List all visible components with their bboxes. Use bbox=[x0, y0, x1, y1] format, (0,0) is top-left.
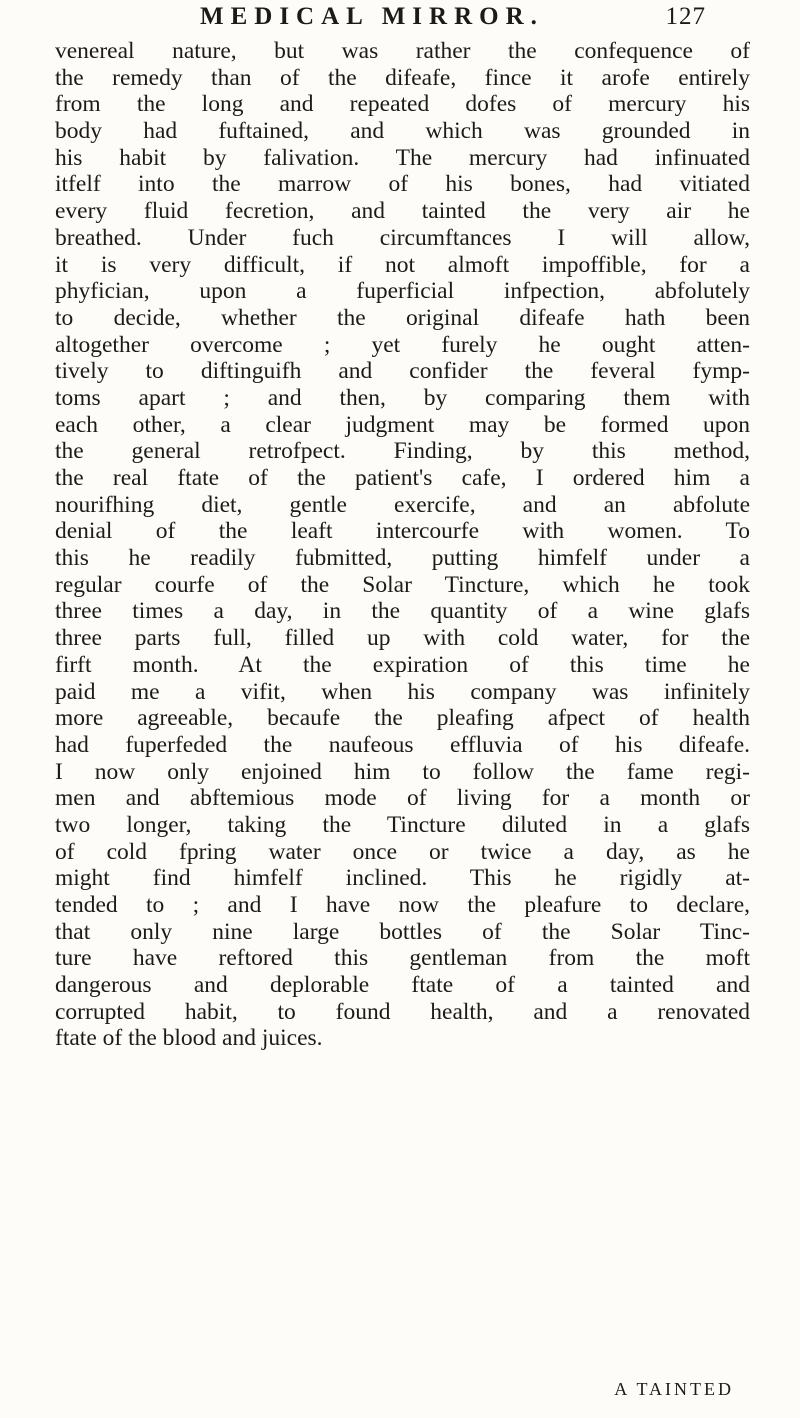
page-number: 127 bbox=[665, 3, 706, 30]
text-line: regular courfe of the Solar Tincture, which he took bbox=[55, 571, 750, 598]
text-line: his habit by falivation. The mercury had infinuated bbox=[55, 144, 750, 171]
text-line: ftate of the blood and juices. bbox=[55, 1025, 323, 1052]
text-line: might find himfelf inclined. This he rigidly at- bbox=[55, 865, 750, 892]
catchword: A TAINTED bbox=[614, 1379, 734, 1399]
text-line: men and abftemious mode of living for a month or bbox=[55, 785, 750, 812]
text-line: each other, a clear judgment may be formed upon bbox=[55, 411, 750, 438]
text-line: of cold fpring water once or twice a day, as he bbox=[55, 838, 750, 865]
text-line: that only nine large bottles of the Solar Tinc- bbox=[55, 918, 750, 945]
body-text bbox=[55, 38, 750, 1052]
text-line: phyfician, upon a fuperficial infpection, abfolutely bbox=[55, 278, 750, 305]
text-line: venereal nature, but was rather the confequence of bbox=[55, 38, 750, 64]
text-line: two longer, taking the Tincture diluted in a glafs bbox=[55, 811, 750, 838]
text-line: dangerous and deplorable ftate of a tainted and bbox=[55, 972, 750, 999]
text-line: ture have reftored this gentleman from the moft bbox=[55, 945, 750, 972]
text-line: paid me a vifit, when his company was infinitely bbox=[55, 678, 750, 705]
text-line: the remedy than of the difeafe, fince it arofe entirely bbox=[55, 64, 750, 91]
text-line: tended to ; and I have now the pleafure to declare, bbox=[55, 892, 750, 918]
text-line: denial of the leaft intercourfe with women. To bbox=[55, 518, 750, 545]
text-line: three times a day, in the quantity of a wine glafs bbox=[55, 598, 750, 625]
text-line: I now only enjoined him to follow the fame regi- bbox=[55, 758, 750, 785]
text-line: three parts full, filled up with cold water, for the bbox=[55, 625, 750, 652]
text-line: the real ftate of the patient's cafe, I ordered him a bbox=[55, 465, 750, 491]
text-line: it is very difficult, if not almoft impoffible, for a bbox=[55, 251, 750, 278]
text-line: from the long and repeated dofes of mercury his bbox=[55, 91, 750, 118]
text-line: tively to diftinguifh and confider the feveral fymp- bbox=[55, 358, 750, 385]
text-line: had fuperfeded the naufeous effluvia of his difeafe. bbox=[55, 731, 750, 758]
text-line: corrupted habit, to found health, and a renovated bbox=[55, 998, 750, 1025]
text-line: altogether overcome ; yet furely he ought atten- bbox=[55, 331, 750, 358]
text-line: firft month. At the expiration of this time he bbox=[55, 651, 750, 678]
running-title: MEDICAL MIRROR. bbox=[200, 3, 544, 30]
text-line: body had fuftained, and which was grounded in bbox=[55, 118, 750, 145]
text-line: itfelf into the marrow of his bones, had vitiated bbox=[55, 171, 750, 198]
text-line: more agreeable, becaufe the pleafing afpect of health bbox=[55, 705, 750, 732]
text-line: this he readily fubmitted, putting himfelf under a bbox=[55, 545, 750, 572]
running-head bbox=[176, 2, 706, 32]
text-line: to decide, whether the original difeafe hath been bbox=[55, 304, 750, 331]
text-line: nourifhing diet, gentle exercife, and an abfolute bbox=[55, 491, 750, 518]
text-line: toms apart ; and then, by comparing them with bbox=[55, 384, 750, 411]
text-line: every fluid fecretion, and tainted the very air he bbox=[55, 198, 750, 225]
text-line: the general retrofpect. Finding, by this method, bbox=[55, 438, 750, 465]
text-line: breathed. Under fuch circumftances I will allow, bbox=[55, 224, 750, 251]
